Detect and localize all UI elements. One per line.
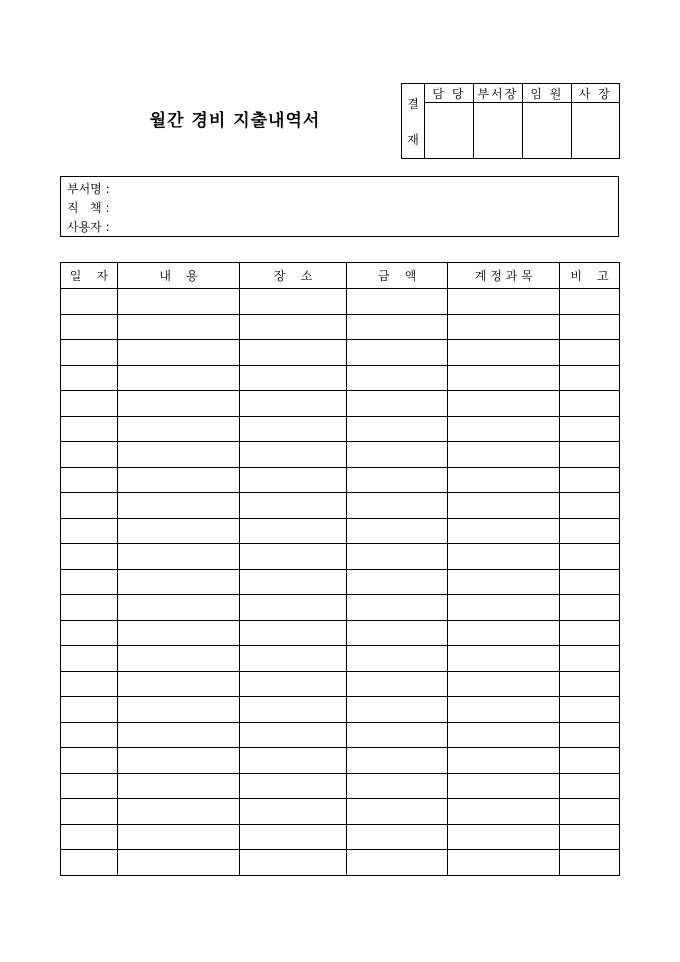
cell-content[interactable] — [117, 314, 239, 340]
cell-place[interactable] — [240, 365, 347, 391]
table-row — [61, 671, 620, 697]
cell-date[interactable] — [61, 365, 118, 391]
cell-place[interactable] — [240, 773, 347, 799]
cell-note[interactable] — [560, 365, 620, 391]
cell-date[interactable] — [61, 620, 118, 646]
cell-date[interactable] — [61, 646, 118, 672]
table-row — [61, 620, 620, 646]
cell-date[interactable] — [61, 416, 118, 442]
table-row — [61, 569, 620, 595]
cell-content[interactable] — [117, 671, 239, 697]
cell-date[interactable] — [61, 442, 118, 468]
cell-content[interactable] — [117, 595, 239, 621]
table-row — [61, 493, 620, 519]
user-field[interactable]: 사용자 : — [67, 220, 110, 234]
document-title: 월간 경비 지출내역서 — [149, 111, 321, 131]
table-row — [61, 799, 620, 825]
cell-place[interactable] — [240, 646, 347, 672]
cell-place[interactable] — [240, 824, 347, 850]
cell-note[interactable] — [560, 646, 620, 672]
cell-amount[interactable] — [346, 467, 448, 493]
cell-content[interactable] — [117, 391, 239, 417]
approval-role-president: 사 장 — [571, 84, 619, 103]
cell-account[interactable] — [448, 824, 560, 850]
cell-account[interactable] — [448, 799, 560, 825]
cell-account[interactable] — [448, 671, 560, 697]
cell-account[interactable] — [448, 493, 560, 519]
cell-date[interactable] — [61, 824, 118, 850]
cell-content[interactable] — [117, 748, 239, 774]
cell-amount[interactable] — [346, 365, 448, 391]
cell-note[interactable] — [560, 773, 620, 799]
cell-date[interactable] — [61, 569, 118, 595]
cell-place[interactable] — [240, 493, 347, 519]
table-row — [61, 646, 620, 672]
approval-role-executive: 임 원 — [523, 84, 571, 103]
cell-content[interactable] — [117, 824, 239, 850]
cell-amount[interactable] — [346, 595, 448, 621]
cell-date[interactable] — [61, 391, 118, 417]
cell-date[interactable] — [61, 314, 118, 340]
cell-amount[interactable] — [346, 442, 448, 468]
cell-account[interactable] — [448, 467, 560, 493]
cell-date[interactable] — [61, 518, 118, 544]
cell-content[interactable] — [117, 850, 239, 876]
cell-amount[interactable] — [346, 646, 448, 672]
cell-place[interactable] — [240, 799, 347, 825]
cell-content[interactable] — [117, 493, 239, 519]
cell-content[interactable] — [117, 620, 239, 646]
cell-account[interactable] — [448, 416, 560, 442]
cell-note[interactable] — [560, 289, 620, 315]
cell-amount[interactable] — [346, 340, 448, 366]
cell-amount[interactable] — [346, 773, 448, 799]
cell-content[interactable] — [117, 697, 239, 723]
cell-note[interactable] — [560, 569, 620, 595]
cell-place[interactable] — [240, 289, 347, 315]
cell-account[interactable] — [448, 697, 560, 723]
cell-account[interactable] — [448, 442, 560, 468]
cell-place[interactable] — [240, 416, 347, 442]
cell-note[interactable] — [560, 620, 620, 646]
cell-date[interactable] — [61, 493, 118, 519]
cell-amount[interactable] — [346, 620, 448, 646]
cell-content[interactable] — [117, 442, 239, 468]
cell-note[interactable] — [560, 391, 620, 417]
cell-note[interactable] — [560, 850, 620, 876]
cell-amount[interactable] — [346, 289, 448, 315]
cell-amount[interactable] — [346, 850, 448, 876]
cell-account[interactable] — [448, 365, 560, 391]
approval-sign-staff[interactable] — [425, 103, 473, 159]
approval-box — [401, 83, 620, 159]
cell-note[interactable] — [560, 544, 620, 570]
header-amount: 금 액 — [346, 263, 448, 289]
table-row — [61, 416, 620, 442]
header-place: 장 소 — [240, 263, 347, 289]
cell-date[interactable] — [61, 722, 118, 748]
cell-amount[interactable] — [346, 544, 448, 570]
table-row — [61, 595, 620, 621]
cell-date[interactable] — [61, 748, 118, 774]
table-row — [61, 850, 620, 876]
cell-content[interactable] — [117, 544, 239, 570]
cell-place[interactable] — [240, 595, 347, 621]
table-row — [61, 748, 620, 774]
cell-account[interactable] — [448, 314, 560, 340]
cell-note[interactable] — [560, 467, 620, 493]
cell-date[interactable] — [61, 773, 118, 799]
cell-note[interactable] — [560, 416, 620, 442]
table-row — [61, 824, 620, 850]
cell-place[interactable] — [240, 314, 347, 340]
cell-date[interactable] — [61, 340, 118, 366]
cell-content[interactable] — [117, 722, 239, 748]
info-box — [60, 176, 619, 237]
cell-note[interactable] — [560, 671, 620, 697]
approval-sign-executive[interactable] — [523, 103, 571, 159]
approval-role-dept-head: 부서장 — [473, 84, 522, 103]
cell-date[interactable] — [61, 697, 118, 723]
cell-note[interactable] — [560, 697, 620, 723]
expense-table — [60, 262, 620, 876]
table-row — [61, 365, 620, 391]
cell-note[interactable] — [560, 340, 620, 366]
approval-sign-president[interactable] — [571, 103, 619, 159]
cell-content[interactable] — [117, 646, 239, 672]
approval-role-staff: 담 당 — [425, 84, 473, 103]
cell-account[interactable] — [448, 544, 560, 570]
cell-note[interactable] — [560, 824, 620, 850]
cell-place[interactable] — [240, 569, 347, 595]
cell-place[interactable] — [240, 391, 347, 417]
cell-amount[interactable] — [346, 314, 448, 340]
cell-amount[interactable] — [346, 391, 448, 417]
cell-place[interactable] — [240, 671, 347, 697]
cell-content[interactable] — [117, 467, 239, 493]
cell-note[interactable] — [560, 493, 620, 519]
cell-account[interactable] — [448, 340, 560, 366]
table-row — [61, 722, 620, 748]
table-row — [61, 467, 620, 493]
table-row — [61, 340, 620, 366]
cell-date[interactable] — [61, 671, 118, 697]
table-row — [61, 518, 620, 544]
cell-amount[interactable] — [346, 518, 448, 544]
table-row — [61, 544, 620, 570]
cell-date[interactable] — [61, 289, 118, 315]
approval-sign-dept-head[interactable] — [473, 103, 522, 159]
approval-label: 결 재 — [402, 84, 425, 159]
cell-place[interactable] — [240, 697, 347, 723]
cell-content[interactable] — [117, 518, 239, 544]
table-row — [61, 773, 620, 799]
cell-content[interactable] — [117, 289, 239, 315]
cell-account[interactable] — [448, 773, 560, 799]
cell-note[interactable] — [560, 748, 620, 774]
table-row — [61, 442, 620, 468]
header-account: 계 정 과 목 — [448, 263, 560, 289]
cell-content[interactable] — [117, 799, 239, 825]
cell-amount[interactable] — [346, 697, 448, 723]
cell-account[interactable] — [448, 391, 560, 417]
cell-place[interactable] — [240, 518, 347, 544]
cell-note[interactable] — [560, 722, 620, 748]
cell-content[interactable] — [117, 340, 239, 366]
cell-place[interactable] — [240, 467, 347, 493]
position-field[interactable]: 직 책 : — [67, 201, 110, 215]
cell-date[interactable] — [61, 595, 118, 621]
cell-note[interactable] — [560, 595, 620, 621]
cell-content[interactable] — [117, 569, 239, 595]
cell-account[interactable] — [448, 569, 560, 595]
cell-content[interactable] — [117, 773, 239, 799]
cell-place[interactable] — [240, 748, 347, 774]
cell-date[interactable] — [61, 850, 118, 876]
cell-date[interactable] — [61, 467, 118, 493]
cell-note[interactable] — [560, 799, 620, 825]
cell-account[interactable] — [448, 646, 560, 672]
cell-account[interactable] — [448, 722, 560, 748]
header-content: 내 용 — [117, 263, 239, 289]
cell-account[interactable] — [448, 289, 560, 315]
cell-account[interactable] — [448, 595, 560, 621]
cell-date[interactable] — [61, 799, 118, 825]
cell-amount[interactable] — [346, 671, 448, 697]
cell-account[interactable] — [448, 850, 560, 876]
cell-place[interactable] — [240, 340, 347, 366]
cell-place[interactable] — [240, 544, 347, 570]
cell-content[interactable] — [117, 416, 239, 442]
cell-amount[interactable] — [346, 722, 448, 748]
cell-note[interactable] — [560, 442, 620, 468]
dept-field[interactable]: 부서명 : — [67, 182, 110, 196]
cell-amount[interactable] — [346, 416, 448, 442]
table-row — [61, 697, 620, 723]
cell-date[interactable] — [61, 544, 118, 570]
table-row — [61, 314, 620, 340]
cell-place[interactable] — [240, 620, 347, 646]
cell-amount[interactable] — [346, 748, 448, 774]
header-date: 일 자 — [61, 263, 118, 289]
header-note: 비 고 — [560, 263, 620, 289]
cell-account[interactable] — [448, 518, 560, 544]
table-header-row — [61, 263, 620, 289]
cell-amount[interactable] — [346, 493, 448, 519]
cell-account[interactable] — [448, 620, 560, 646]
cell-place[interactable] — [240, 442, 347, 468]
cell-place[interactable] — [240, 722, 347, 748]
cell-place[interactable] — [240, 850, 347, 876]
cell-amount[interactable] — [346, 569, 448, 595]
cell-content[interactable] — [117, 365, 239, 391]
table-row — [61, 391, 620, 417]
cell-amount[interactable] — [346, 799, 448, 825]
cell-account[interactable] — [448, 748, 560, 774]
cell-note[interactable] — [560, 314, 620, 340]
cell-amount[interactable] — [346, 824, 448, 850]
table-row — [61, 289, 620, 315]
cell-note[interactable] — [560, 518, 620, 544]
